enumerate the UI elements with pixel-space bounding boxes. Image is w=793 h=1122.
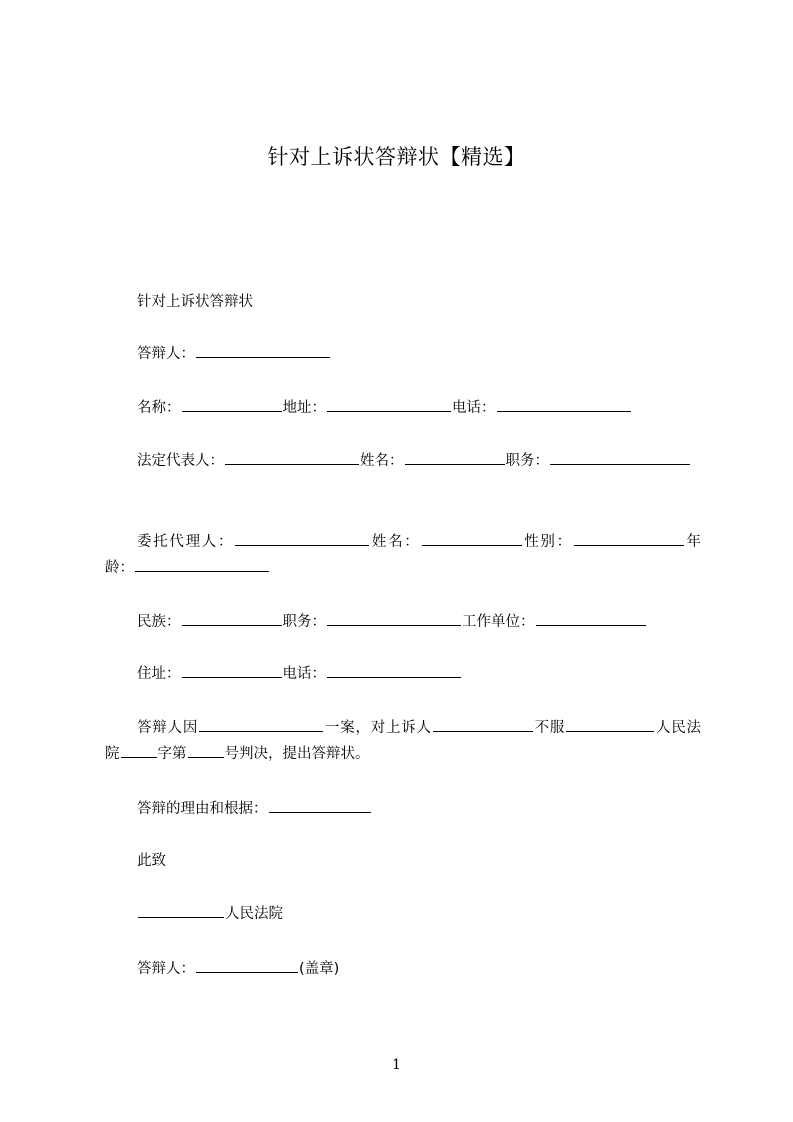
- ethnicity-blank[interactable]: [182, 611, 282, 626]
- case-blank[interactable]: [199, 717, 323, 732]
- signature-blank[interactable]: [196, 958, 298, 973]
- legal-rep-blank[interactable]: [225, 450, 359, 465]
- name-label: 名称：: [137, 400, 181, 416]
- appellant-blank[interactable]: [433, 717, 533, 732]
- legal-rep-position-blank[interactable]: [550, 450, 690, 465]
- age-label: 龄：: [105, 560, 134, 576]
- legal-rep-name-label: 姓名：: [360, 453, 404, 469]
- address-blank[interactable]: [327, 397, 451, 412]
- employer-blank[interactable]: [536, 611, 646, 626]
- document-heading: [105, 289, 733, 315]
- agent-name-label: 姓名：: [370, 534, 421, 550]
- phone-label: 电话：: [452, 400, 496, 416]
- salutation-line: [105, 848, 733, 874]
- respondent-line: [105, 341, 733, 367]
- reason-label: 答辩的理由和根据：: [137, 801, 268, 817]
- case-text-2: 不服: [533, 720, 566, 736]
- case-text-3: 人民法院: [105, 720, 702, 762]
- legal-rep-name-blank[interactable]: [405, 450, 505, 465]
- legal-rep-label: 法定代表人：: [137, 453, 224, 469]
- reason-blank[interactable]: [269, 798, 371, 813]
- position-blank[interactable]: [327, 611, 461, 626]
- legal-rep-position-label: 职务：: [505, 453, 549, 469]
- position-label: 职务：: [282, 614, 326, 630]
- case-statement: [105, 715, 701, 767]
- legal-representative-line: [105, 448, 701, 474]
- respondent-label: 答辩人：: [137, 346, 195, 362]
- residence-blank[interactable]: [182, 663, 282, 678]
- address-label: 地址：: [282, 400, 326, 416]
- agent-blank[interactable]: [235, 531, 369, 546]
- case-text-5: 号判决，提出答辩状。: [224, 746, 370, 762]
- signature-line: [105, 956, 733, 982]
- agent-label: 委托代理人：: [137, 534, 235, 550]
- residence-phone-blank[interactable]: [327, 663, 461, 678]
- case-intro: 答辩人因: [137, 720, 199, 736]
- gender-blank[interactable]: [574, 531, 684, 546]
- age-suffix: 年: [684, 534, 702, 550]
- case-text-1: 一案，对上诉人: [324, 720, 432, 736]
- page-number: 1: [392, 1057, 401, 1073]
- name-blank[interactable]: [182, 397, 282, 412]
- case-text-4: 字第: [157, 746, 187, 762]
- phone-blank[interactable]: [497, 397, 631, 412]
- residence-label: 住址：: [137, 666, 181, 682]
- employer-label: 工作单位：: [462, 614, 535, 630]
- court-name-blank[interactable]: [138, 903, 224, 918]
- agent-line: [105, 529, 701, 581]
- heading-text: 针对上诉状答辩状: [137, 294, 253, 310]
- reason-line: [105, 796, 733, 822]
- court-blank[interactable]: [566, 717, 654, 732]
- ethnicity-label: 民族：: [137, 614, 181, 630]
- court-line: [105, 901, 733, 927]
- name-address-phone-line: [105, 395, 733, 421]
- case-year-blank[interactable]: [121, 743, 157, 758]
- respondent-blank[interactable]: [196, 343, 330, 358]
- residence-phone-line: [105, 661, 733, 687]
- case-number-blank[interactable]: [188, 743, 224, 758]
- age-blank[interactable]: [135, 557, 269, 572]
- salutation: 此致: [137, 853, 166, 869]
- residence-phone-label: 电话：: [282, 666, 326, 682]
- ethnicity-position-employer-line: [105, 609, 733, 635]
- agent-name-blank[interactable]: [422, 531, 522, 546]
- gender-label: 性别：: [522, 534, 573, 550]
- page-title: 针对上诉状答辩状【精选】: [267, 145, 526, 169]
- court-suffix: 人民法院: [225, 906, 283, 922]
- seal-label: (盖章): [299, 961, 340, 977]
- signature-label: 答辩人：: [137, 961, 195, 977]
